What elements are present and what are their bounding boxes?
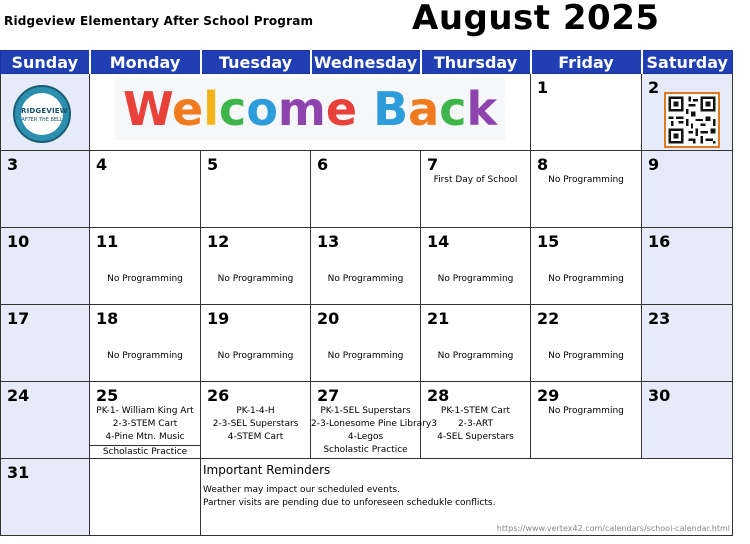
day-schedule (90, 405, 200, 444)
day-cell-3[interactable] (1, 151, 90, 228)
day-number: 5 (207, 155, 219, 174)
day-number: 24 (7, 386, 30, 405)
day-number: 10 (7, 232, 30, 251)
day-number: 11 (96, 232, 119, 251)
schedule-line: 4-SEL Superstars (437, 432, 514, 442)
day-number: 6 (317, 155, 329, 174)
day-number: 29 (537, 386, 560, 405)
schedule-line: 4-Pine Mtn. Music (105, 432, 185, 442)
day-number: 1 (537, 78, 549, 97)
empty-cell (90, 459, 201, 536)
day-cell-31[interactable] (1, 459, 90, 536)
week-row-2 (1, 151, 733, 228)
banner-letter: m (277, 82, 326, 136)
weekday-header-row (1, 51, 733, 74)
day-event: No Programming (107, 274, 183, 284)
day-cell-15[interactable] (531, 228, 642, 305)
day-event: No Programming (548, 406, 624, 416)
day-number: 27 (317, 386, 340, 405)
banner-letter: B (373, 82, 409, 136)
day-number: 12 (207, 232, 230, 251)
day-number: 9 (648, 155, 660, 174)
day-cell-16[interactable] (642, 228, 733, 305)
week-row-5 (1, 382, 733, 459)
schedule-line: PK-1-STEM Cart (440, 406, 511, 416)
logo-text: RIDGEVIEW (21, 107, 68, 115)
banner-letter: l (203, 82, 220, 136)
day-cell-17[interactable] (1, 305, 90, 382)
banner-letter: W (122, 82, 173, 136)
schedule-line: PK-1-SEL Superstars (320, 406, 411, 416)
day-schedule (201, 405, 310, 444)
day-number: 14 (427, 232, 450, 251)
day-event: No Programming (548, 351, 624, 361)
day-number: 18 (96, 309, 119, 328)
day-event: No Programming (548, 274, 624, 284)
day-number: 3 (7, 155, 19, 174)
weekday-tuesday: Tuesday (201, 51, 311, 74)
day-cell-23[interactable] (642, 305, 733, 382)
reminders-box (201, 459, 733, 536)
schedule-line: 2-3-SEL Superstars (212, 419, 299, 429)
schedule-line: 2-3-Lonesome Pine Library3 (311, 419, 437, 429)
day-number: 19 (207, 309, 230, 328)
welcome-back-banner (115, 78, 505, 140)
weekday-sunday: Sunday (1, 51, 90, 74)
day-cell-7[interactable] (421, 151, 531, 228)
day-number: 20 (317, 309, 340, 328)
weekday-wednesday: Wednesday (311, 51, 421, 74)
day-number: 8 (537, 155, 549, 174)
day-cell-6[interactable] (311, 151, 421, 228)
day-cell-27[interactable] (311, 382, 437, 459)
day-event: No Programming (437, 351, 514, 361)
week-row-4 (1, 305, 733, 382)
schedule-line: PK-1- William King Art (96, 406, 194, 416)
banner-letter: k (466, 82, 498, 136)
day-cell-24[interactable] (1, 382, 90, 459)
schedule-line: 2-3-ART (457, 419, 493, 429)
schedule-line: 2-3-STEM Cart (112, 419, 178, 429)
banner-letter (357, 82, 373, 136)
schedule-line: PK-1-4-H (236, 406, 275, 416)
banner-letter: c (439, 82, 467, 136)
day-number: 23 (648, 309, 671, 328)
day-cell-25[interactable] (90, 382, 201, 459)
day-number: 16 (648, 232, 671, 251)
week-row-6 (1, 459, 733, 536)
day-cell-22[interactable] (531, 305, 642, 382)
scholastic-practice-note: Scholastic Practice (90, 445, 200, 458)
day-event: No Programming (437, 274, 514, 284)
banner-letter: a (408, 82, 440, 136)
day-cell-29[interactable] (531, 382, 642, 459)
schedule-line: 4-STEM Cart (227, 432, 284, 442)
day-number: 2 (648, 78, 660, 97)
month-title: August 2025 (412, 0, 660, 38)
organization-title: Ridgeview Elementary After School Program (4, 14, 314, 28)
day-number: 22 (537, 309, 560, 328)
weekday-friday: Friday (531, 51, 642, 74)
day-cell-26[interactable] (201, 382, 311, 459)
day-cell-9[interactable] (642, 151, 733, 228)
schedule-line: Scholastic Practice (323, 445, 408, 455)
day-number: 13 (317, 232, 340, 251)
week-row-3 (1, 228, 733, 305)
day-schedule (421, 405, 530, 444)
day-cell-12[interactable] (201, 228, 311, 305)
reminder-line-weather: Weather may impact our scheduled events. (203, 485, 400, 495)
school-logo (13, 85, 71, 143)
weekday-saturday: Saturday (642, 51, 733, 74)
day-cell-14[interactable] (421, 228, 531, 305)
day-event: No Programming (327, 274, 404, 284)
day-schedule (311, 405, 437, 457)
calendar-grid (0, 50, 733, 536)
day-event: First Day of School (433, 175, 518, 185)
day-cell-5[interactable] (201, 151, 311, 228)
day-number: 25 (96, 386, 119, 405)
day-cell-18[interactable] (90, 305, 201, 382)
qr-code-icon[interactable] (664, 92, 720, 148)
logo-subtext: AFTER THE BELL (21, 117, 63, 123)
reminders-title: Important Reminders (203, 463, 331, 477)
day-number: 21 (427, 309, 450, 328)
day-cell-11[interactable] (90, 228, 201, 305)
day-number: 31 (7, 463, 30, 482)
logo-cell (1, 74, 90, 151)
day-cell-2[interactable] (642, 74, 733, 151)
day-number: 7 (427, 155, 439, 174)
banner-letter: c (219, 82, 247, 136)
template-credit-link[interactable]: https://www.vertex42.com/calendars/school-calendar.html (496, 524, 730, 533)
day-cell-4[interactable] (90, 151, 201, 228)
day-cell-1[interactable] (531, 74, 642, 151)
day-event: No Programming (327, 351, 404, 361)
day-cell-19[interactable] (201, 305, 311, 382)
day-event: No Programming (217, 274, 294, 284)
reminder-line-partners: Partner visits are pending due to unforeseen schedukle conflicts. (203, 498, 496, 508)
day-number: 26 (207, 386, 230, 405)
day-cell-20[interactable] (311, 305, 421, 382)
day-cell-8[interactable] (531, 151, 642, 228)
weekday-thursday: Thursday (421, 51, 531, 74)
day-cell-13[interactable] (311, 228, 421, 305)
banner-letter: o (246, 82, 278, 136)
day-cell-30[interactable] (642, 382, 733, 459)
weekday-monday: Monday (90, 51, 201, 74)
day-event: No Programming (548, 175, 624, 185)
day-cell-21[interactable] (421, 305, 531, 382)
day-event: No Programming (217, 351, 294, 361)
week-row-1 (1, 74, 733, 151)
day-number: 30 (648, 386, 671, 405)
day-number: 15 (537, 232, 560, 251)
banner-letter: e (172, 82, 204, 136)
schedule-line: 4-Legos (347, 432, 384, 442)
day-number: 4 (96, 155, 108, 174)
welcome-banner-cell (90, 74, 531, 151)
day-number: 28 (427, 386, 450, 405)
day-cell-10[interactable] (1, 228, 90, 305)
day-number: 17 (7, 309, 30, 328)
day-event: No Programming (107, 351, 183, 361)
banner-letter: e (325, 82, 358, 136)
day-cell-28[interactable] (421, 382, 531, 459)
